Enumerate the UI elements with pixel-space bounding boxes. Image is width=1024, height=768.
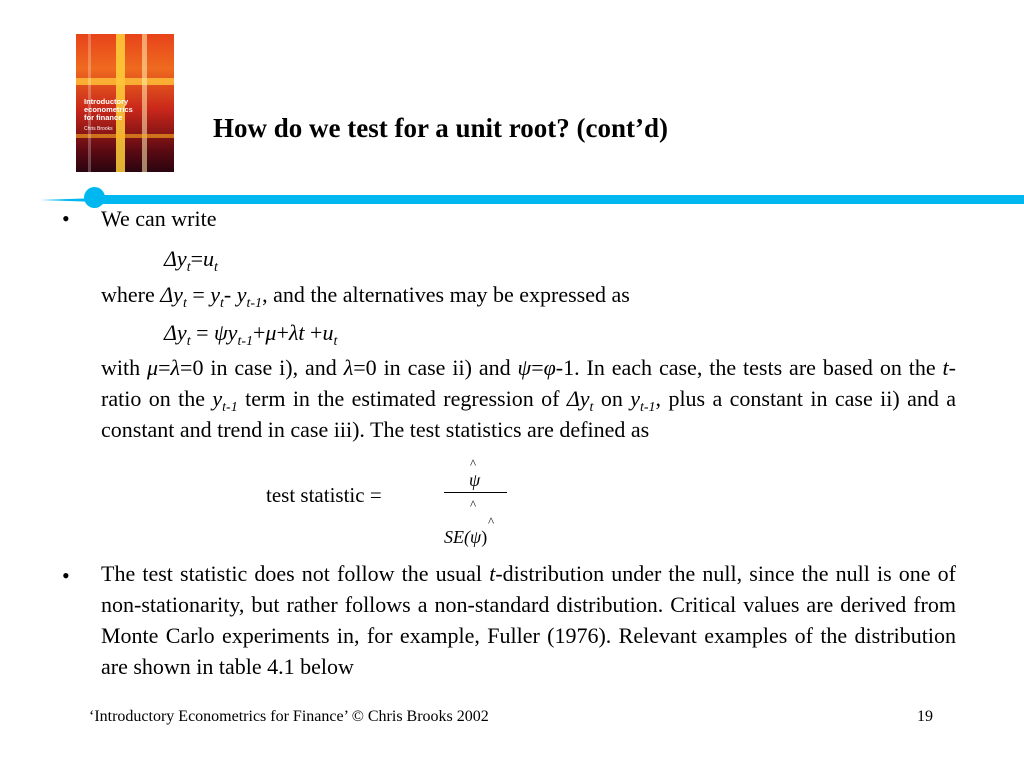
- equation-random-walk: $\Delta y_t=u_t$: [164, 246, 218, 275]
- cases-paragraph: with μ=λ=0 in case i), and λ=0 in case ii) and ψ=φ-1. In each case, the tests are based on the t-ratio on the $y_{t-1}$ term in the estimated regression of $\Delta y_t$ on $y_{t-1}$, plus a constant in case ii) and a constant and trend in case iii). The test statistics are defined as: [101, 355, 957, 442]
- fraction-bar: [444, 492, 507, 493]
- where-definition-line: where $\Delta y_t = y_t-$ $y_{t-1}$, and the alternatives may be expressed as: [101, 282, 630, 311]
- book-cover-title: Introductory econometrics for finance: [84, 97, 133, 122]
- bullet-marker-1: •: [62, 206, 70, 231]
- test-statistic-label: test statistic =: [266, 483, 382, 507]
- page-number: 19: [917, 708, 933, 725]
- standard-error-denominator: SE(ψ): [444, 527, 488, 547]
- bullet-1-intro: We can write: [101, 206, 217, 231]
- equation-alternatives: $\Delta y_t = \psi y_{t-1}+\mu+\lambda t +u_t$: [164, 320, 338, 349]
- book-cover-image: [76, 34, 174, 172]
- book-cover-author: Chris Brooks: [84, 126, 113, 132]
- hat-accent-middle: ^: [470, 497, 477, 512]
- psi-numerator: ψ: [469, 470, 481, 490]
- footer-citation: ‘Introductory Econometrics for Finance’ © Chris Brooks 2002: [89, 708, 489, 725]
- distribution-paragraph: The test statistic does not follow the usual t-distribution under the null, since the null is one of non-stationarity, but rather follows a non-standard distribution. Critical values are derived from Monte Carlo experiments in, for example, Fuller (1976). Relevant examples of the distribution are shown in table 4.1 below: [101, 561, 956, 679]
- hat-accent-denominator: ^: [488, 514, 495, 529]
- title-rule-line: [96, 195, 1024, 204]
- slide-title: How do we test for a unit root? (cont’d): [213, 113, 668, 143]
- bullet-marker-2: •: [62, 563, 70, 588]
- hat-accent-numerator: ^: [470, 456, 477, 471]
